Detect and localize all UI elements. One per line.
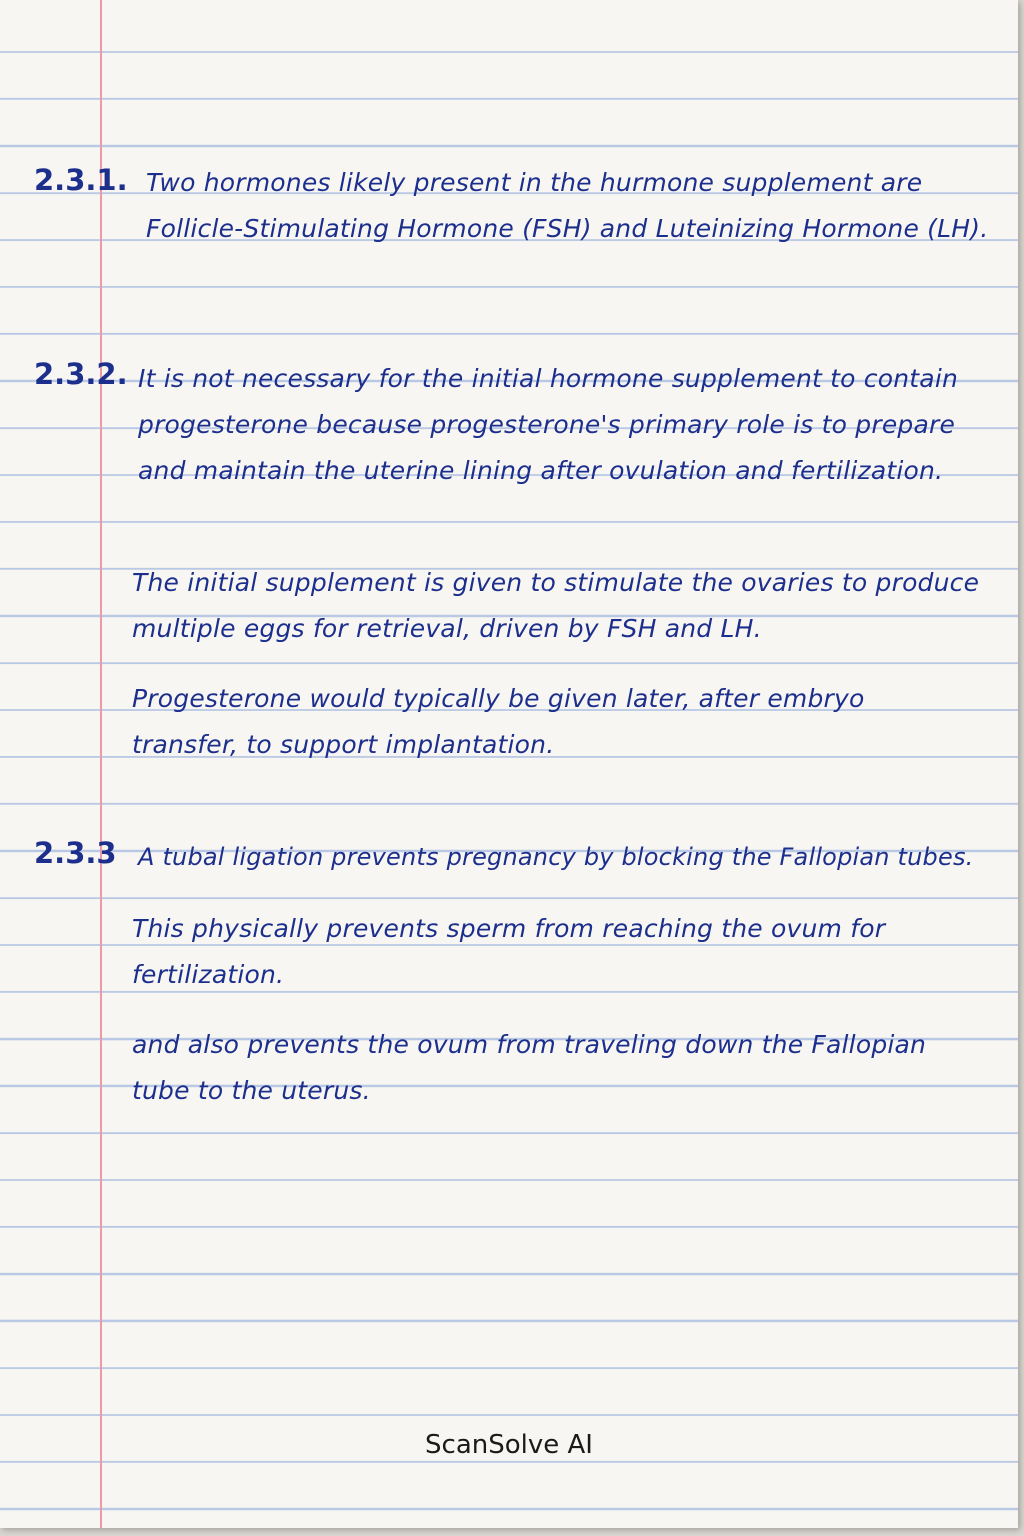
answer-2-3-1-paragraph-1: Two hormones likely present in the hurmone supplement are Follicle-Stimulating Hormone (FSH) and Luteinizing Hormone (LH). [146, 168, 989, 243]
margin-line [100, 0, 102, 1528]
answer-2-3-2-paragraph-1: It is not necessary for the initial hormone supplement to contain progesterone because progesterone's primary role is to prepare and maintain the uterine lining after ovulation and fertilization. [138, 364, 959, 485]
footer-brand: ScanSolve AI [425, 1430, 593, 1460]
answer-2-3-3-paragraph-1: A tubal ligation prevents pregnancy by blocking the Fallopian tubes. [138, 843, 974, 871]
answer-2-3-2-paragraph-2: The initial supplement is given to stimulate the ovaries to produce multiple eggs for retrieval, driven by FSH and LH. [132, 568, 980, 643]
question-number-2-3-3: 2.3.3 [34, 836, 117, 870]
answer-2-3-2-paragraph-3: Progesterone would typically be given later, after embryo transfer, to support implantation. [132, 684, 865, 759]
question-number-2-3-1: 2.3.1. [34, 163, 128, 197]
answer-2-3-3-paragraph-3: and also prevents the ovum from traveling down the Fallopian tube to the uterus. [132, 1030, 927, 1105]
answer-2-3-3-paragraph-2: This physically prevents sperm from reaching the ovum for fertilization. [132, 914, 886, 989]
question-number-2-3-2: 2.3.2. [34, 357, 128, 391]
